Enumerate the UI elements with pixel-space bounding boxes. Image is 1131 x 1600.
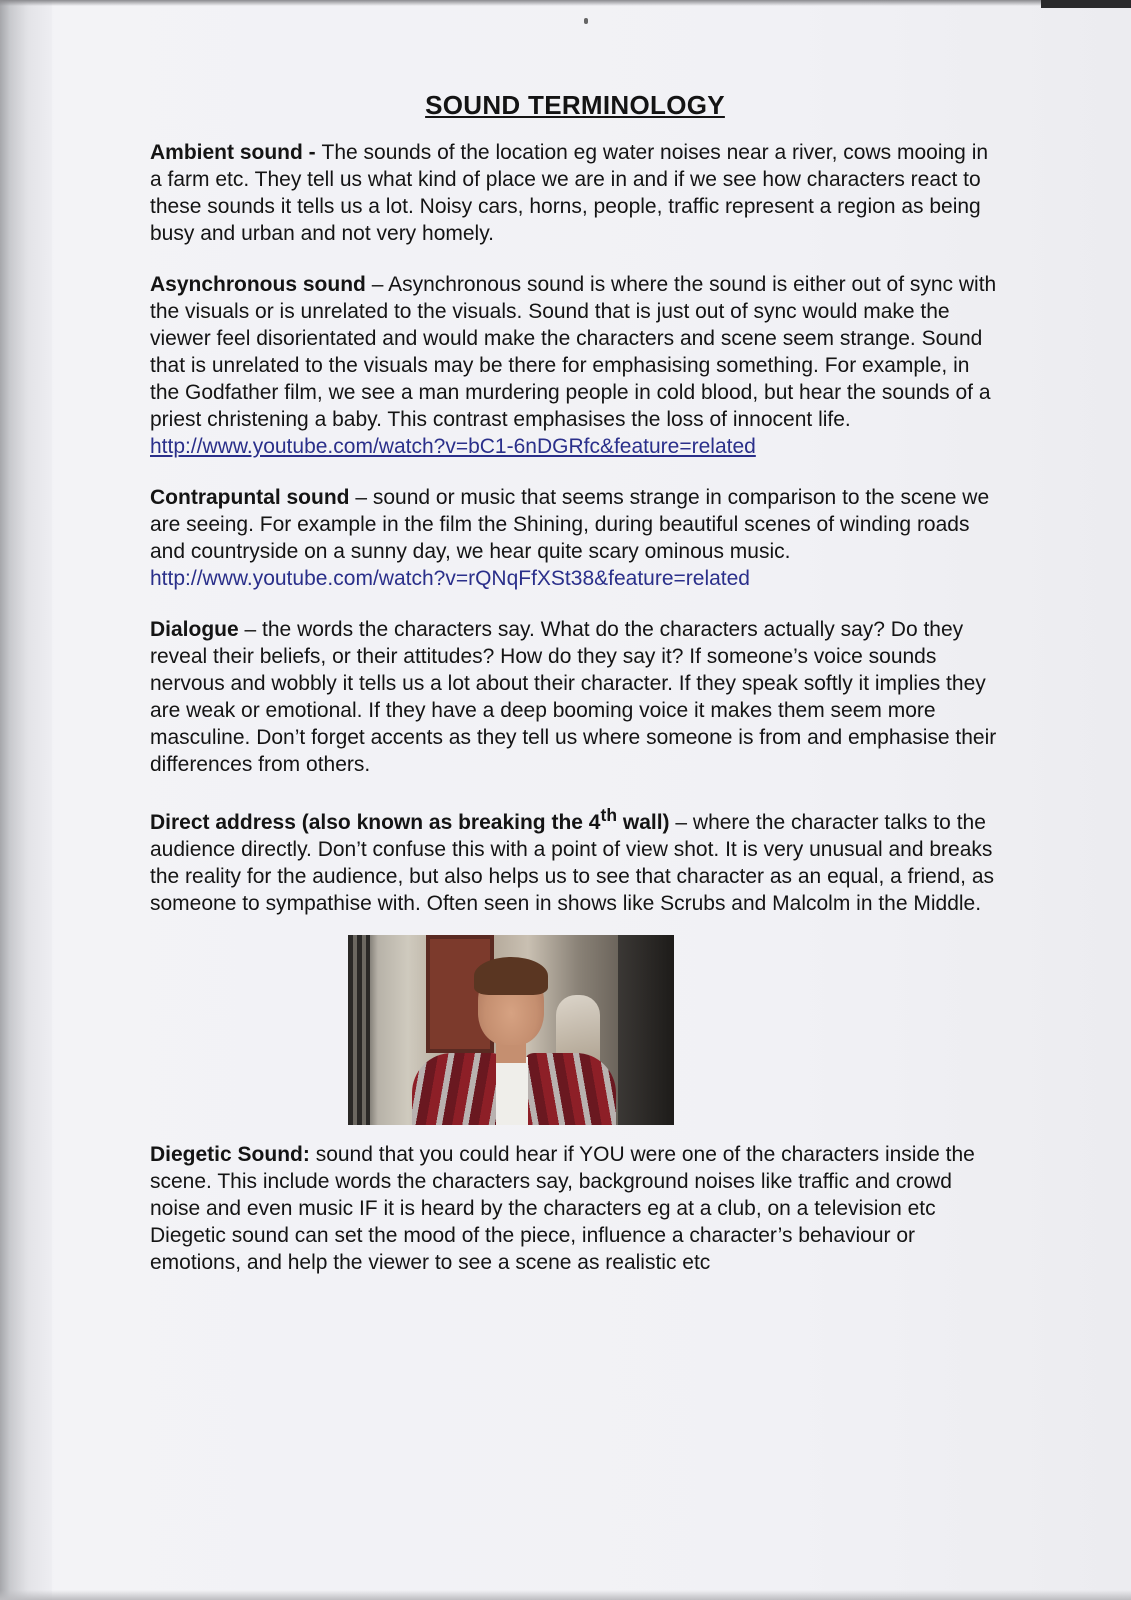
document-body	[150, 92, 1000, 1300]
term-separator: –	[669, 811, 693, 834]
entry-diegetic-sound	[150, 1141, 1000, 1276]
term-separator: –	[365, 273, 389, 296]
entry-dialogue	[150, 616, 1000, 778]
entry-contrapuntal-sound	[150, 484, 1000, 592]
entry-direct-address	[150, 802, 1000, 917]
term-heading: Ambient sound	[150, 141, 303, 164]
term-heading: Contrapuntal sound	[150, 486, 350, 509]
term-definition: sound or music that seems strange in comparison to the scene we are seeing. For example in the film the Shining, during beautiful scenes of winding roads and countryside on a sunny day, we hear quite scary ominous music.	[150, 486, 990, 563]
term-separator: -	[302, 141, 322, 164]
term-separator: –	[238, 618, 263, 641]
term-heading: Asynchronous sound	[150, 273, 366, 296]
youtube-link[interactable]: http://www.youtube.com/watch?v=bC1-6nDGRfc&feature=related	[150, 435, 756, 458]
term-heading-end: wall)	[617, 811, 670, 834]
page-binding-edge	[0, 0, 52, 1600]
entry-asynchronous-sound	[150, 271, 1000, 460]
term-definition: where the character talks to the audience directly. Don’t confuse this with a point of view shot. It is very unusual and breaks the reality for the audience, but also helps us to see that character as an equal, a friend, as someone to sympathise with. Often seen in shows like Scrubs and Malcolm in the Middle.	[150, 811, 995, 915]
term-definition: sound that you could hear if YOU were one of the characters inside the scene. This include words the characters say, background noises like traffic and crowd noise and even music IF it is heard by the characters eg at a club, on a television etc Diegetic sound can set the mood of the piece, influence a character’s behaviour or emotions, and help the viewer to see a scene as realistic etc	[150, 1143, 975, 1274]
term-heading: Diegetic Sound:	[150, 1143, 310, 1166]
film-still-image	[348, 935, 674, 1125]
entry-ambient-sound	[150, 139, 1000, 247]
term-definition: The sounds of the location eg water noises near a river, cows mooing in a farm etc. They tell us what kind of place we are in and if we see how characters react to these sounds it tells us a lot. Noisy cars, horns, people, traffic represent a region as being busy and urban and not very homely.	[150, 141, 989, 245]
youtube-link[interactable]: http://www.youtube.com/watch?v=rQNqFfXSt38&feature=related	[150, 567, 750, 590]
term-definition: the words the characters say. What do the characters actually say? Do they reveal their beliefs, or their attitudes? How do they say it? If someone’s voice sounds nervous and wobbly it tells us a lot about their character. If they speak softly it implies they are weak or emotional. If they have a deep booming voice it makes them seem more masculine. Don’t forget accents as they tell us where someone is from and emphasise their differences from others.	[150, 618, 997, 776]
term-heading: Direct address (also known as breaking the 4	[150, 811, 601, 834]
top-edge-shadow	[0, 0, 1131, 6]
page-title: SOUND TERMINOLOGY	[425, 90, 725, 120]
top-right-corner-shadow	[1041, 0, 1131, 8]
term-separator: –	[349, 486, 373, 509]
scan-speck	[584, 18, 588, 24]
term-definition: Asynchronous sound is where the sound is either out of sync with the visuals or is unrelated to the visuals. Sound that is just out of sync would make the viewer feel disorientated and would make the characters and scene seem strange. Sound that is unrelated to the visuals may be there for emphasising something. For example, in the Godfather film, we see a man murdering people in cold blood, but hear the sounds of a priest christening a baby. This contrast emphasises the loss of innocent life.	[150, 273, 997, 431]
term-superscript: th	[600, 805, 618, 825]
term-heading: Dialogue	[150, 618, 239, 641]
bottom-edge-shadow	[0, 1590, 1131, 1600]
